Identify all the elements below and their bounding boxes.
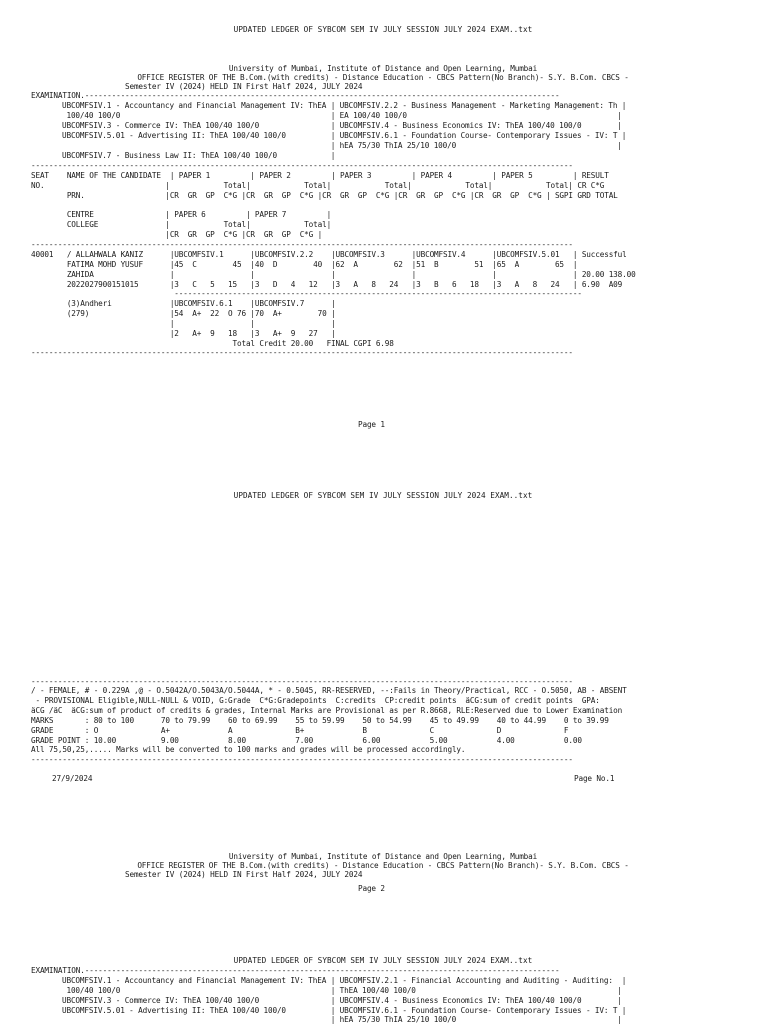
record-line: ZAHIDA | | | | | | 20.00 138.00 xyxy=(31,270,636,279)
subject-line: | hEA 75/30 ThIA 25/10 100/0 | xyxy=(62,1015,622,1024)
record-line: (3)Andheri |UBCOMFSIV.6.1 |UBCOMFSIV.7 | xyxy=(31,299,336,308)
rule-line: ------------------------------------------------------------------------------------------------------------------------- xyxy=(31,348,573,357)
record-line: 40001 / ALLAHWALA KANIZ |UBCOMFSIV.1 |UBCOMFSIV.2.2 |UBCOMFSIV.3 |UBCOMFSIV.4 |UBCOMFSIV.5.01 | Successful xyxy=(31,250,627,259)
rule-line: ------------------------------------------------------------------------------------------------------------------------- xyxy=(31,240,573,249)
examination-rule: EXAMINATION.---------------------------------------------------------------------------------------------------------- xyxy=(31,966,560,975)
column-header-line: COLLEGE | Total| Total| xyxy=(31,220,332,229)
column-header-line: NO. | Total| Total| Total| Total| Total| CR C*G xyxy=(31,181,605,190)
record-line: FATIMA MOHD YUSUF |45 C 45 |40 D 40 |62 A 62 |51 B 51 |65 A 65 | xyxy=(31,260,578,269)
file-title: UPDATED LEDGER OF SYBCOM SEM IV JULY SESSION JULY 2024 EXAM..txt xyxy=(233,491,533,500)
rule-line: ------------------------------------------------------------------------------------------------------------------------- xyxy=(31,161,573,170)
column-header-line: PRN. |CR GR GP C*G |CR GR GP C*G |CR GR GP C*G |CR GR GP C*G |CR GR GP C*G | SGPI GRD TOTAL xyxy=(31,191,618,200)
semester-line: Semester IV (2024) HELD IN First Half 2024, JULY 2024 xyxy=(125,870,363,879)
footer-page-number: Page No.1 xyxy=(574,774,615,783)
record-line: (279) |54 A+ 22 O 76 |70 A+ 70 | xyxy=(31,309,336,318)
subject-line: UBCOMFSIV.5.01 - Advertising II: ThEA 100/40 100/0 | UBCOMFSIV.6.1 - Foundation Course- Contemporary Issues - IV: T | xyxy=(62,131,627,140)
record-line: | | | xyxy=(31,319,336,328)
page-label: Page 2 xyxy=(358,884,385,893)
office-register-line: OFFICE REGISTER OF THE B.Com.(with credits) - Distance Education - CBCS Pattern(No Branch)- S.Y. B.Com. CBCS - xyxy=(137,861,629,870)
semester-line: Semester IV (2024) HELD IN First Half 2024, JULY 2024 xyxy=(125,82,363,91)
footer-date: 27/9/2024 xyxy=(52,774,93,783)
legend-line: - PROVISIONAL Eligible,NULL-NULL & VOID, G:Grade C*G:Gradepoints C:credits CP:credit points äCG:sum of credit points GPA: xyxy=(31,696,600,705)
grade-line: GRADE : O A+ A B+ B C D F xyxy=(31,726,569,735)
examination-rule: EXAMINATION.---------------------------------------------------------------------------------------------------------- xyxy=(31,91,560,100)
subject-line: UBCOMFSIV.1 - Accountancy and Financial Management IV: ThEA | UBCOMFSIV.2.1 - Financial Accounting and Auditing - Auditing: | xyxy=(62,976,627,985)
subject-line: UBCOMFSIV.3 - Commerce IV: ThEA 100/40 100/0 | UBCOMFSIV.4 - Business Economics IV: ThEA 100/40 100/0 | xyxy=(62,121,622,130)
subject-line: UBCOMFSIV.7 - Business Law II: ThEA 100/40 100/0 | xyxy=(62,151,336,160)
legend-note: All 75,50,25,..... Marks will be converted to 100 marks and grades will be processed accordingly. xyxy=(31,745,466,754)
university-name: University of Mumbai, Institute of Distance and Open Learning, Mumbai xyxy=(228,64,538,73)
subject-line: 100/40 100/0 | ThEA 100/40 100/0 | xyxy=(62,986,622,995)
university-name: University of Mumbai, Institute of Distance and Open Learning, Mumbai xyxy=(228,852,538,861)
marks-line: MARKS : 80 to 100 70 to 79.99 60 to 69.99 55 to 59.99 50 to 54.99 45 to 49.99 40 to 44.99 0 to 39.99 xyxy=(31,716,609,725)
subject-line: | hEA 75/30 ThIA 25/10 100/0 | xyxy=(62,141,622,150)
page-label: Page 1 xyxy=(358,420,385,429)
file-title: UPDATED LEDGER OF SYBCOM SEM IV JULY SESSION JULY 2024 EXAM..txt xyxy=(233,956,533,965)
column-header-line: SEAT NAME OF THE CANDIDATE | PAPER 1 | PAPER 2 | PAPER 3 | PAPER 4 | PAPER 5 | RESULT xyxy=(31,171,609,180)
subject-line: UBCOMFSIV.1 - Accountancy and Financial Management IV: ThEA | UBCOMFSIV.2.2 - Business Management - Marketing Management: Th | xyxy=(62,101,627,110)
record-line: 2022027900151015 |3 C 5 15 |3 D 4 12 |3 A 8 24 |3 B 6 18 |3 A 8 24 | 6.90 A09 xyxy=(31,280,623,289)
grade-point-line: GRADE POINT : 10.00 9.00 8.00 7.00 6.00 5.00 4.00 0.00 xyxy=(31,736,582,745)
total-credit-line: Total Credit 20.00 FINAL CGPI 6.98 xyxy=(31,339,394,348)
rule-line: ------------------------------------------------------------------------------------------------------------------------- xyxy=(31,755,573,764)
file-title: UPDATED LEDGER OF SYBCOM SEM IV JULY SESSION JULY 2024 EXAM..txt xyxy=(233,25,533,34)
office-register-line: OFFICE REGISTER OF THE B.Com.(with credits) - Distance Education - CBCS Pattern(No Branch)- S.Y. B.Com. CBCS - xyxy=(137,73,629,82)
rule-line: ------------------------------------------------------------------------------------------------------------------------- xyxy=(31,677,573,686)
subject-line: UBCOMFSIV.3 - Commerce IV: ThEA 100/40 100/0 | UBCOMFSIV.4 - Business Economics IV: ThEA 100/40 100/0 | xyxy=(62,996,622,1005)
column-header-line: CENTRE | PAPER 6 | PAPER 7 | xyxy=(31,210,332,219)
column-header-line: |CR GR GP C*G |CR GR GP C*G | xyxy=(31,230,323,239)
legend-line: / - FEMALE, # - 0.229A ,@ - O.5042A/O.5043A/O.5044A, * - 0.5045, RR-RESERVED, --:Fails in Theory/Practical, RCC - O.5050, AB - ABSENT xyxy=(31,686,627,695)
subject-line: UBCOMFSIV.5.01 - Advertising II: ThEA 100/40 100/0 | UBCOMFSIV.6.1 - Foundation Course- Contemporary Issues - IV: T | xyxy=(62,1006,627,1015)
rule-line: ------------------------------------------------------------------------------------------- xyxy=(31,289,582,298)
record-line: |2 A+ 9 18 |3 A+ 9 27 | xyxy=(31,329,336,338)
legend-line: äCG /äC äCG:sum of product of credits & grades, Internal Marks are Provisional as per R.8668, RLE:Reserved due to Lower Examination xyxy=(31,706,623,715)
subject-line: 100/40 100/0 | EA 100/40 100/0 | xyxy=(62,111,622,120)
